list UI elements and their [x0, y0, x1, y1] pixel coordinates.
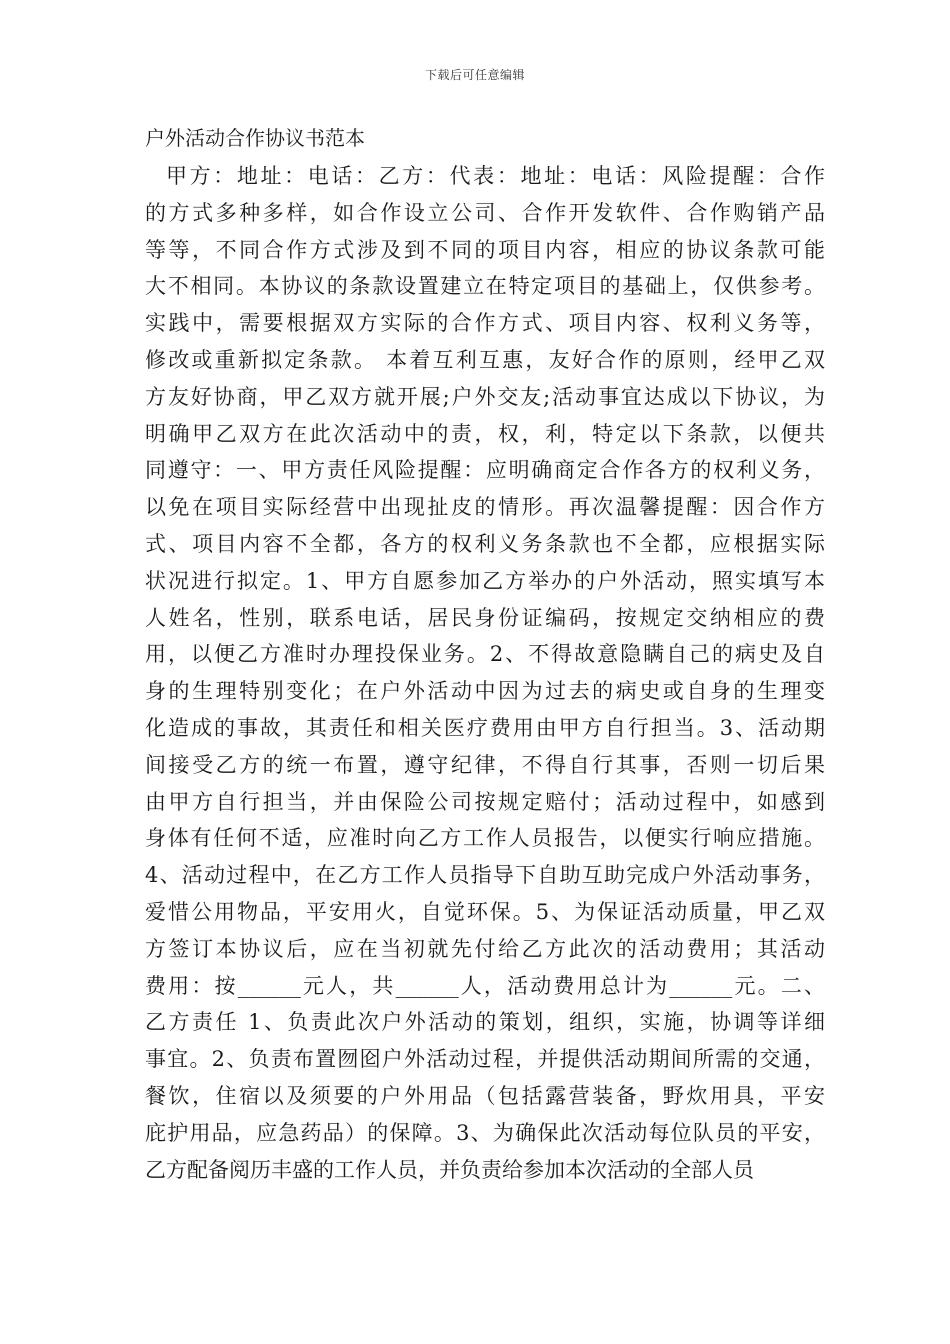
body-line: 修改或重新拟定条款。 本着互利互惠，友好合作的原则，经甲乙双: [145, 347, 825, 372]
body-line: 身的生理特别变化；在户外活动中因为过去的病史或自身的生理变: [145, 679, 825, 704]
body-line: 用，以便乙方准时办理投保业务。2、不得故意隐瞒自己的病史及自: [145, 642, 825, 667]
body-line: 人姓名，性别，联系电话，居民身份证编码，按规定交纳相应的费: [145, 605, 825, 630]
body-line: 间接受乙方的统一布置，遵守纪律，不得自行其事，否则一切后果: [145, 752, 825, 777]
body-line: 事宜。2、负责布置囫囵户外活动过程，并提供活动期间所需的交通，: [145, 1047, 825, 1072]
body-line: 大不相同。本协议的条款设置建立在特定项目的基础上，仅供参考。: [145, 274, 825, 299]
body-line: 由甲方自行担当，并由保险公司按规定赔付；活动过程中，如感到: [145, 789, 825, 814]
body-line: 以免在项目实际经营中出现扯皮的情形。再次温馨提醒：因合作方: [145, 495, 825, 520]
body-line: 身体有任何不适，应准时向乙方工作人员报告，以便实行响应措施。: [145, 826, 825, 851]
document-title: 户外活动合作协议书范本: [145, 126, 365, 150]
body-line: 等等，不同合作方式涉及到不同的项目内容，相应的协议条款可能: [145, 237, 825, 262]
body-line: 方签订本协议后，应在当初就先付给乙方此次的活动费用；其活动: [145, 936, 825, 961]
body-line: 4、活动过程中，在乙方工作人员指导下自助互助完成户外活动事务，: [145, 863, 825, 888]
body-line: 的方式多种多样，如合作设立公司、合作开发软件、合作购销产品: [145, 200, 825, 225]
document-body: [145, 158, 825, 1188]
body-line: 实践中，需要根据双方实际的合作方式、项目内容、权利义务等，: [145, 311, 825, 336]
body-line: 化造成的事故，其责任和相关医疗费用由甲方自行担当。3、活动期: [145, 715, 825, 740]
body-line: 餐饮，住宿以及须要的户外用品（包括露营装备，野炊用具，平安: [145, 1083, 825, 1108]
body-line: 爱惜公用物品，平安用火，自觉环保。5、为保证活动质量，甲乙双: [145, 899, 825, 924]
body-line: 同遵守：一、甲方责任风险提醒：应明确商定合作各方的权利义务，: [145, 458, 825, 483]
body-line: 明确甲乙双方在此次活动中的责，权，利，特定以下条款，以便共: [145, 421, 825, 446]
body-line: 式、项目内容不全都，各方的权利义务条款也不全都，应根据实际: [145, 531, 825, 556]
body-line: 庇护用品，应急药品）的保障。3、为确保此次活动每位队员的平安，: [145, 1120, 825, 1145]
body-line: 乙方配备阅历丰盛的工作人员，并负责给参加本次活动的全部人员: [145, 1157, 754, 1182]
body-line: 状况进行拟定。1、甲方自愿参加乙方举办的户外活动，照实填写本: [145, 568, 825, 593]
body-line: 方友好协商，甲乙双方就开展;户外交友;活动事宜达成以下协议，为: [145, 384, 825, 409]
body-line: 甲方：地址：电话：乙方：代表：地址：电话：风险提醒：合作: [166, 164, 825, 188]
body-line: 费用：按______元人，共______人，活动费用总计为______元。二、: [145, 973, 825, 998]
page-header: 下载后可任意编辑: [424, 68, 525, 82]
body-line: 乙方责任 1、负责此次户外活动的策划，组织，实施，协调等详细: [145, 1010, 825, 1035]
